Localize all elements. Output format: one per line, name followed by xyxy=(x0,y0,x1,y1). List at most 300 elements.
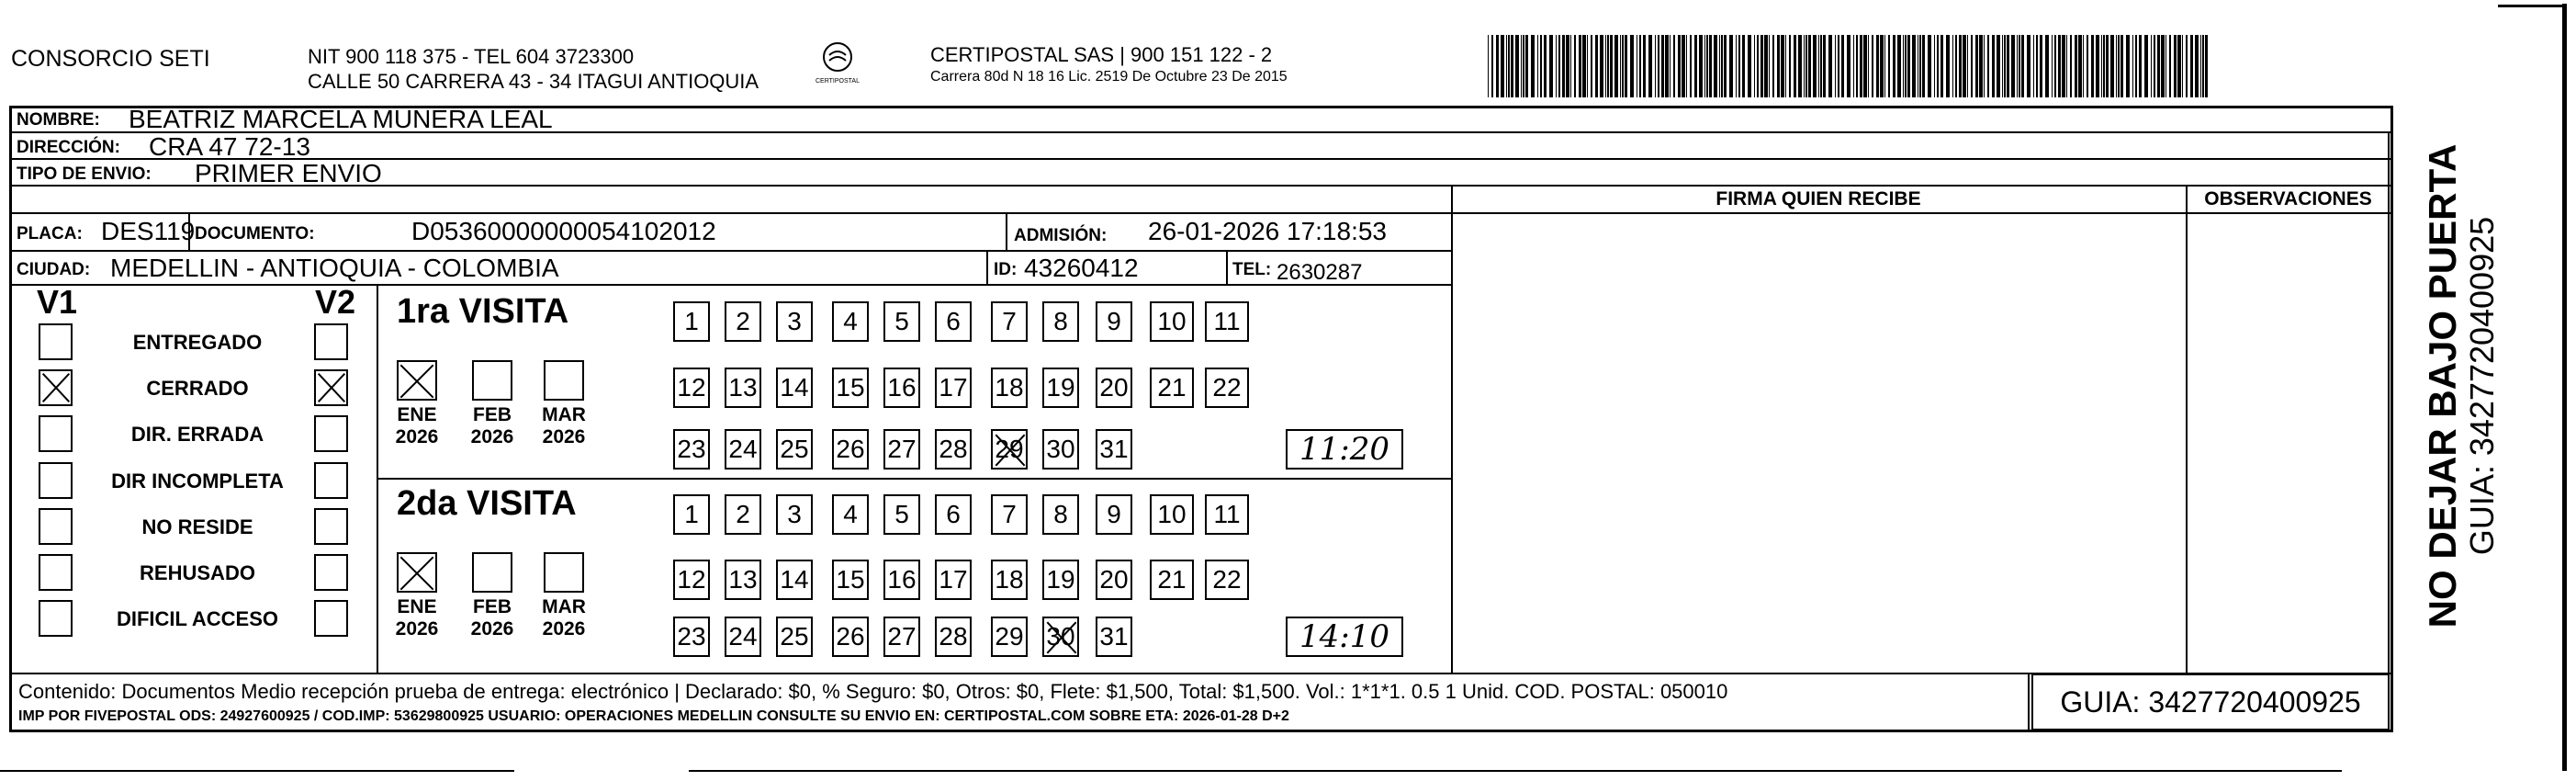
barcode-bar xyxy=(1828,35,1832,97)
placa-value: DES119 xyxy=(101,217,196,245)
cert-license-line: Carrera 80d N 18 16 Lic. 2519 De Octubre 23 De 2015 xyxy=(930,69,1288,85)
barcode-bar xyxy=(1757,35,1759,97)
barcode-bar xyxy=(1772,35,1774,97)
barcode-bar xyxy=(1607,35,1609,97)
barcode-bar xyxy=(2036,35,2038,97)
day-box[interactable]: 27 xyxy=(883,429,920,470)
firma-header: FIRMA QUIEN RECIBE xyxy=(1715,188,1921,209)
day-box[interactable]: 24 xyxy=(725,617,761,657)
ciudad-value: MEDELLIN - ANTIOQUIA - COLOMBIA xyxy=(110,254,559,282)
barcode-bar xyxy=(1630,35,1634,97)
day-box[interactable]: 18 xyxy=(991,560,1028,600)
barcode-bar xyxy=(1835,35,1836,97)
barcode-bar xyxy=(2040,35,2042,97)
barcode-bar xyxy=(1531,35,1535,97)
address-line: CALLE 50 CARRERA 43 - 34 ITAGUI ANTIOQUIA xyxy=(308,70,759,93)
day-box[interactable]: 7 xyxy=(991,301,1028,342)
barcode-bar xyxy=(2078,35,2082,97)
barcode-bar xyxy=(2052,35,2053,97)
v2-checkbox[interactable] xyxy=(314,415,348,452)
ciudad-label: CIUDAD: xyxy=(17,260,91,279)
documento-label: DOCUMENTO: xyxy=(195,224,315,243)
barcode-bar xyxy=(1704,35,1705,97)
day-box[interactable]: 9 xyxy=(1096,494,1132,535)
day-box[interactable]: 27 xyxy=(883,617,920,657)
tel-label: TEL: xyxy=(1232,260,1272,279)
barcode-bar xyxy=(1760,35,1763,97)
barcode-bar xyxy=(2110,35,2114,97)
observations-area[interactable] xyxy=(2189,215,2386,671)
barcode-bar xyxy=(1919,35,1921,97)
month-name: MAR xyxy=(542,596,586,617)
barcode-bar xyxy=(2200,35,2201,97)
documento-value: D05360000000054102012 xyxy=(411,217,716,245)
barcode-bar xyxy=(1566,35,1569,97)
barcode-bar xyxy=(1860,35,1862,97)
day-box[interactable]: 14 xyxy=(776,560,813,600)
v2-checkbox[interactable] xyxy=(314,600,348,637)
barcode-bar xyxy=(2190,35,2193,97)
month-label xyxy=(465,596,520,640)
month-checkbox[interactable] xyxy=(544,552,584,593)
day-box[interactable]: 26 xyxy=(832,429,869,470)
barcode-bar xyxy=(1511,35,1513,97)
cert-line: CERTIPOSTAL SAS | 900 151 122 - 2 xyxy=(930,43,1273,66)
barcode-bar xyxy=(1907,35,1910,97)
barcode-bar xyxy=(1556,35,1557,97)
observaciones-header: OBSERVACIONES xyxy=(2204,188,2372,209)
barcode-bar xyxy=(1506,35,1507,97)
barcode-bar xyxy=(2101,35,2102,97)
day-box[interactable]: 21 xyxy=(1150,368,1194,408)
barcode-bar xyxy=(2070,35,2072,97)
barcode-bar xyxy=(1963,35,1966,97)
bottom-rule-right xyxy=(689,770,2342,772)
barcode-bar xyxy=(1764,35,1768,97)
barcode-bar xyxy=(1709,35,1712,97)
barcode-bar xyxy=(1537,35,1538,97)
barcode-bar xyxy=(1574,35,1576,97)
barcode-bar xyxy=(2177,35,2181,97)
barcode-bar xyxy=(2091,35,2094,97)
barcode-bar xyxy=(1967,35,1968,97)
day-box[interactable]: 25 xyxy=(776,617,813,657)
barcode-bar xyxy=(2058,35,2061,97)
barcode-bar xyxy=(1648,35,1652,97)
barcode-bar xyxy=(1884,35,1885,97)
imp-line: IMP POR FIVEPOSTAL ODS: 24927600925 / COD.IMP: 53629800925 USUARIO: OPERACIONES MEDELLIN CONSULTE SU ENVIO EN: CERTIPOSTAL.COM SOBRE ETA: 2026-01-28 D+2 xyxy=(18,708,1289,724)
barcode-bar xyxy=(2161,35,2165,97)
day-box[interactable]: 6 xyxy=(935,494,972,535)
day-box[interactable]: 15 xyxy=(832,368,869,408)
signature-area[interactable] xyxy=(1455,215,2184,671)
day-box[interactable]: 5 xyxy=(883,494,920,535)
barcode-bar xyxy=(1959,35,1962,97)
day-box[interactable]: 4 xyxy=(832,494,869,535)
barcode-bar xyxy=(2202,35,2204,97)
day-box[interactable]: 30 xyxy=(1042,429,1079,470)
barcode-bar xyxy=(1838,35,1839,97)
admision-value: 26-01-2026 17:18:53 xyxy=(1148,217,1387,245)
status-label: ENTREGADO xyxy=(132,331,263,354)
barcode-bar xyxy=(1699,35,1703,97)
barcode-bar xyxy=(2066,35,2067,97)
barcode-bar xyxy=(1523,35,1524,97)
barcode-bar xyxy=(1934,35,1935,97)
day-box[interactable]: 3 xyxy=(776,494,813,535)
barcode-bar xyxy=(2017,35,2018,97)
day-box[interactable]: 9 xyxy=(1096,301,1132,342)
barcode-bar xyxy=(1984,35,1985,97)
day-box[interactable]: 3 xyxy=(776,301,813,342)
id-value: 43260412 xyxy=(1024,254,1139,282)
barcode-bar xyxy=(1491,35,1493,97)
barcode-bar xyxy=(1952,35,1953,97)
barcode-bar xyxy=(1853,35,1854,97)
month-checkbox[interactable] xyxy=(397,360,437,401)
day-box[interactable]: 16 xyxy=(883,560,920,600)
month-year: 2026 xyxy=(395,426,439,447)
barcode-bar xyxy=(1820,35,1822,97)
barcode-bar xyxy=(1813,35,1817,97)
day-box[interactable]: 5 xyxy=(883,301,920,342)
month-label xyxy=(465,404,520,448)
v1-checkbox[interactable] xyxy=(39,554,73,591)
day-box[interactable]: 28 xyxy=(935,429,972,470)
barcode-bar xyxy=(1738,35,1740,97)
barcode-bar xyxy=(1922,35,1925,97)
day-box[interactable]: 20 xyxy=(1096,560,1132,600)
barcode-bar xyxy=(1570,35,1571,97)
barcode-bar xyxy=(1856,35,1858,97)
v1-checkbox[interactable] xyxy=(39,508,73,545)
month-checkbox[interactable] xyxy=(397,552,437,593)
day-box[interactable]: 28 xyxy=(935,617,972,657)
day-box[interactable]: 2 xyxy=(725,494,761,535)
v2-checkbox[interactable] xyxy=(314,323,348,360)
day-box[interactable]: 10 xyxy=(1150,301,1194,342)
barcode-bar xyxy=(1714,35,1717,97)
barcode-bar xyxy=(2011,35,2015,97)
day-box[interactable]: 13 xyxy=(725,368,761,408)
nombre-label: NOMBRE: xyxy=(17,110,100,130)
barcode-bar xyxy=(1823,35,1826,97)
barcode-bar xyxy=(1781,35,1784,97)
barcode-bar xyxy=(1818,35,1819,97)
day-box[interactable]: 22 xyxy=(1205,368,1249,408)
barcode-bar xyxy=(1736,35,1737,97)
barcode-bar xyxy=(1595,35,1598,97)
day-box[interactable]: 13 xyxy=(725,560,761,600)
month-label xyxy=(536,404,591,448)
day-box[interactable]: 8 xyxy=(1042,301,1079,342)
barcode-bar xyxy=(1955,35,1957,97)
barcode-bar xyxy=(1655,35,1656,97)
v1-checkbox[interactable] xyxy=(39,600,73,637)
barcode-bar xyxy=(1719,35,1720,97)
barcode-bar xyxy=(1694,35,1697,97)
barcode-bar xyxy=(2002,35,2003,97)
barcode-bar xyxy=(1903,35,1904,97)
barcode-bar xyxy=(2174,35,2177,97)
barcode-bar xyxy=(1794,35,1796,97)
day-box[interactable]: 21 xyxy=(1150,560,1194,600)
barcode-bar xyxy=(2096,35,2099,97)
barcode-bar xyxy=(2169,35,2171,97)
visit-title: 2da VISITA xyxy=(397,484,577,523)
month-name: FEB xyxy=(473,404,512,425)
barcode-bar xyxy=(1620,35,1621,97)
barcode-bar xyxy=(1992,35,1995,97)
no-dejar-notice: NO DEJAR BAJO PUERTA xyxy=(2421,143,2464,628)
barcode-bar xyxy=(2027,35,2030,97)
barcode-bar xyxy=(1769,35,1770,97)
barcode-bar xyxy=(1625,35,1627,97)
barcode-bar xyxy=(2186,35,2188,97)
edge-mark-top xyxy=(2498,5,2567,7)
status-label: DIR INCOMPLETA xyxy=(111,470,284,492)
barcode-bar xyxy=(1872,35,1873,97)
barcode-bar xyxy=(1847,35,1850,97)
barcode-bar xyxy=(2075,35,2077,97)
v2-checkbox[interactable] xyxy=(314,554,348,591)
status-label: DIFICIL ACCESO xyxy=(116,607,278,630)
barcode-bar xyxy=(2106,35,2109,97)
barcode-bar xyxy=(2165,35,2166,97)
barcode-bar xyxy=(2205,35,2208,97)
day-box[interactable]: 25 xyxy=(776,429,813,470)
barcode-bar xyxy=(1868,35,1869,97)
day-box[interactable]: 14 xyxy=(776,368,813,408)
barcode-bar xyxy=(1946,35,1950,97)
barcode-bar xyxy=(1591,35,1592,97)
barcode-bar xyxy=(1562,35,1565,97)
day-box[interactable]: 8 xyxy=(1042,494,1079,535)
barcode-bar xyxy=(2182,35,2183,97)
tipo-envio-value: PRIMER ENVIO xyxy=(195,159,382,187)
nit-line: NIT 900 118 375 - TEL 604 3723300 xyxy=(308,45,635,68)
svg-text:CERTIPOSTAL: CERTIPOSTAL xyxy=(816,78,860,85)
barcode-bar xyxy=(1579,35,1581,97)
day-box[interactable]: 23 xyxy=(673,617,710,657)
barcode-bar xyxy=(2019,35,2020,97)
day-box[interactable]: 10 xyxy=(1150,494,1194,535)
barcode-bar xyxy=(1897,35,1901,97)
barcode-bar xyxy=(2154,35,2155,97)
status-label: NO RESIDE xyxy=(141,515,253,538)
barcode-bar xyxy=(1971,35,1973,97)
tel-value: 2630287 xyxy=(1277,260,1363,285)
v1-checkbox[interactable] xyxy=(39,415,73,452)
edge-mark xyxy=(2562,4,2567,771)
barcode-bar xyxy=(1706,35,1708,97)
day-box[interactable]: 22 xyxy=(1205,560,1249,600)
month-year: 2026 xyxy=(542,618,586,640)
vertical-notice xyxy=(2422,144,2501,628)
day-box[interactable]: 18 xyxy=(991,368,1028,408)
v2-checkbox[interactable] xyxy=(314,508,348,545)
barcode-bar xyxy=(1610,35,1613,97)
v1-checkbox[interactable] xyxy=(39,369,73,406)
barcode-bar xyxy=(2004,35,2006,97)
barcode-bar xyxy=(1587,35,1588,97)
barcode-bar xyxy=(2126,35,2130,97)
barcode-bar xyxy=(2062,35,2065,97)
barcode-bar xyxy=(1582,35,1586,97)
barcode-bar xyxy=(1605,35,1606,97)
barcode-bar xyxy=(2021,35,2024,97)
day-box[interactable]: 31 xyxy=(1096,429,1132,470)
barcode-bar xyxy=(1678,35,1681,97)
day-box[interactable]: 7 xyxy=(991,494,1028,535)
day-box[interactable]: 24 xyxy=(725,429,761,470)
month-year: 2026 xyxy=(470,426,514,447)
visit-title: 1ra VISITA xyxy=(397,292,569,331)
barcode-bar xyxy=(1804,35,1805,97)
barcode-bar xyxy=(2132,35,2133,97)
barcode-bar xyxy=(1888,35,1890,97)
month-name: ENE xyxy=(397,404,437,425)
barcode-bar xyxy=(1724,35,1727,97)
v2-checkbox[interactable] xyxy=(314,369,348,406)
barcode-bar xyxy=(1789,35,1791,97)
day-box[interactable]: 23 xyxy=(673,429,710,470)
day-box[interactable]: 12 xyxy=(673,560,710,600)
day-box[interactable]: 31 xyxy=(1096,617,1132,657)
day-box[interactable]: 29 xyxy=(991,617,1028,657)
barcode-bar xyxy=(1742,35,1745,97)
direccion-value: CRA 47 72-13 xyxy=(149,132,310,161)
visit-time: 11:20 xyxy=(1286,429,1403,470)
barcode-bar xyxy=(1893,35,1895,97)
barcode-bar xyxy=(1808,35,1811,97)
bottom-rule-left xyxy=(0,770,514,772)
barcode-bar xyxy=(2033,35,2034,97)
barcode-bar xyxy=(1880,35,1884,97)
barcode-bar xyxy=(1805,35,1807,97)
guia-box: GUIA: 3427720400925 xyxy=(2031,673,2390,730)
barcode-bar xyxy=(1501,35,1504,97)
month-checkbox[interactable] xyxy=(472,552,512,593)
barcode-bar xyxy=(2118,35,2120,97)
barcode-bar xyxy=(1521,35,1522,97)
barcode-bar xyxy=(1975,35,1978,97)
barcode-bar xyxy=(1777,35,1780,97)
month-name: MAR xyxy=(542,404,586,425)
v1-checkbox[interactable] xyxy=(39,462,73,499)
day-box[interactable]: 15 xyxy=(832,560,869,600)
day-box[interactable]: 11 xyxy=(1205,494,1249,535)
day-box[interactable]: 2 xyxy=(725,301,761,342)
barcode-bar xyxy=(1622,35,1624,97)
v2-header: V2 xyxy=(315,283,356,321)
month-year: 2026 xyxy=(470,618,514,640)
barcode-bar xyxy=(2007,35,2009,97)
visit-time: 14:10 xyxy=(1286,617,1403,657)
company-nit-address xyxy=(308,44,759,94)
day-box[interactable]: 17 xyxy=(935,560,972,600)
barcode-bar xyxy=(1496,35,1499,97)
day-box[interactable]: 6 xyxy=(935,301,972,342)
day-box[interactable]: 30 xyxy=(1042,617,1079,657)
vertical-guia: GUIA: 3427720400925 xyxy=(2463,216,2501,556)
barcode-bar xyxy=(1905,35,1907,97)
barcode-bar xyxy=(1997,35,2000,97)
day-box[interactable]: 1 xyxy=(673,301,710,342)
barcode-bar xyxy=(2054,35,2056,97)
barcode-bar xyxy=(1665,35,1669,97)
day-box[interactable]: 29 xyxy=(991,429,1028,470)
barcode-bar xyxy=(1876,35,1879,97)
month-year: 2026 xyxy=(395,618,439,640)
barcode-bar xyxy=(1729,35,1733,97)
barcode-bar xyxy=(1686,35,1687,97)
barcode-bar xyxy=(2135,35,2137,97)
month-label xyxy=(389,404,444,448)
barcode-bar xyxy=(2045,35,2049,97)
v1-checkbox[interactable] xyxy=(39,323,73,360)
month-checkbox[interactable] xyxy=(472,360,512,401)
barcode-bar xyxy=(1508,35,1510,97)
barcode-bar xyxy=(1682,35,1685,97)
month-label xyxy=(389,596,444,640)
v1-header: V1 xyxy=(37,283,78,321)
day-box[interactable]: 26 xyxy=(832,617,869,657)
barcode-bar xyxy=(2120,35,2123,97)
day-box[interactable]: 20 xyxy=(1096,368,1132,408)
barcode-bar xyxy=(1721,35,1723,97)
day-box[interactable]: 4 xyxy=(832,301,869,342)
barcode-bar xyxy=(1661,35,1664,97)
barcode-bar xyxy=(2195,35,2199,97)
day-box[interactable]: 19 xyxy=(1042,560,1079,600)
day-box[interactable]: 17 xyxy=(935,368,972,408)
barcode-bar xyxy=(2139,35,2142,97)
status-label: REHUSADO xyxy=(140,561,255,584)
month-checkbox[interactable] xyxy=(544,360,584,401)
barcode-bar xyxy=(1600,35,1603,97)
barcode-bar xyxy=(1863,35,1867,97)
barcode-bar xyxy=(1928,35,1931,97)
status-label: DIR. ERRADA xyxy=(130,423,264,446)
barcode-bar xyxy=(1643,35,1646,97)
tipo-envio-label: TIPO DE ENVIO: xyxy=(17,164,152,184)
direccion-label: DIRECCIÓN: xyxy=(17,138,120,157)
day-box[interactable]: 19 xyxy=(1042,368,1079,408)
day-box[interactable]: 16 xyxy=(883,368,920,408)
v2-checkbox[interactable] xyxy=(314,462,348,499)
day-box[interactable]: 12 xyxy=(673,368,710,408)
barcode-bar xyxy=(1785,35,1786,97)
barcode-bar xyxy=(1673,35,1675,97)
day-box[interactable]: 1 xyxy=(673,494,710,535)
barcode xyxy=(1488,35,2209,97)
barcode-bar xyxy=(2157,35,2160,97)
barcode-bar xyxy=(1987,35,1989,97)
barcode-bar xyxy=(1549,35,1553,97)
barcode-bar xyxy=(1979,35,1983,97)
barcode-bar xyxy=(1690,35,1692,97)
barcode-bar xyxy=(2103,35,2105,97)
admision-label: ADMISIÓN: xyxy=(1014,226,1108,245)
month-name: ENE xyxy=(397,596,437,617)
barcode-bar xyxy=(1754,35,1755,97)
day-box[interactable]: 11 xyxy=(1205,301,1249,342)
nombre-value: BEATRIZ MARCELA MUNERA LEAL xyxy=(129,105,553,133)
barcode-bar xyxy=(2116,35,2117,97)
id-label: ID: xyxy=(994,260,1018,279)
status-label: CERRADO xyxy=(146,377,249,400)
